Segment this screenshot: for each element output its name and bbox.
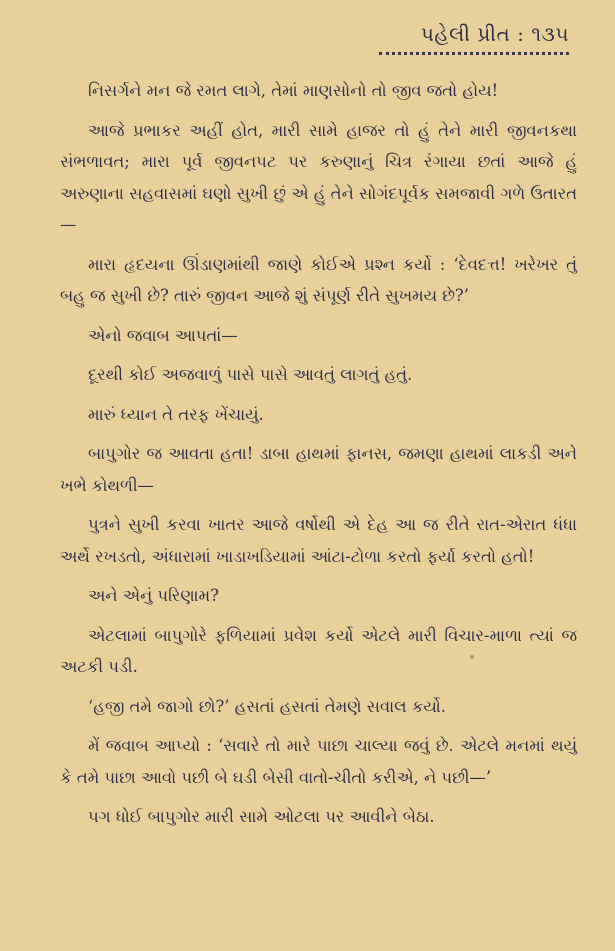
paragraph: ‘હજી તમે જાગો છો?’ હસતાં હસતાં તેમણે સવાલ કર્યો.: [88, 696, 446, 716]
paragraph: આજે પ્રભાકર અહીં હોત, મારી સામે હાજર તો હું તેને મારી જીવનકથા સંભળાવત; મારા પૂર્વ જીવનપટ પર કરુણાનું ચિત્ર રંગાયા છતાં આજે હું અરુણાના સહવાસમાં ઘણો સુખી છું એ હું તેને સોગંદપૂર્વક સમજાવી ગળે ઉતારત—: [60, 120, 577, 234]
paragraph: પગ ધોઈ બાપુગોર મારી સામે ઓટલા પર આવીને બેઠા.: [88, 807, 435, 826]
paper-spot: [470, 655, 474, 659]
paragraph: મારા હૃદયના ઊંડાણમાંથી જાણે કોઈએ પ્રશ્ન કર્યો : ‘દેવદત્ત! ખરેખર તું બહુ જ સુખી છે? તારું જીવન આજે શું સંપૂર્ણ રીતે સુખમય છે?’: [60, 254, 577, 305]
paragraph: અને એનું પરિણામ?: [88, 586, 219, 605]
paragraph: દૂરથી કોઈ અજવાળું પાસે પાસે આવતું લાગતું હતું.: [88, 365, 413, 384]
running-head: પહેલી પ્રીત : ૧૩૫: [420, 22, 569, 46]
paragraph: એનો જવાબ આપતાં—: [88, 325, 238, 345]
header-dotted-rule: [379, 46, 569, 55]
paragraph: એટલામાં બાપુગોરે ફળિયામાં પ્રવેશ કર્યો એટલે મારી વિચાર-માળા ત્યાં જ અટકી પડી.: [60, 625, 577, 676]
paragraph: મારું ધ્યાન તે તરફ ખેંચાયું.: [88, 404, 264, 424]
paragraph: મેં જવાબ આપ્યો : ‘સવારે તો મારે પાછા ચાલ્યા જવું છે. એટલે મનમાં થયું કે તમે પાછા આવો પછી બે ઘડી બેસી વાતો-ચીતો કરીએ, ને પછી—’: [60, 736, 577, 787]
paragraph: પુત્રને સુખી કરવા ખાતર આજે વર્ષોથી એ દેહ આ જ રીતે રાત-એરાત ધંધા અર્થે રખડતો, અંધારામાં ખાડાખડિયામાં આંટા-ટોળા કરતો ફર્યા કરતો હતો!: [60, 515, 577, 566]
paragraph: બાપુગોર જ આવતા હતા! ડાબા હાથમાં ફાનસ, જમણા હાથમાં લાકડી અને ખભે કોથળી—: [60, 444, 577, 495]
paragraph: નિસર્ગને મન જે રમત લાગે, તેમાં માણસોનો તો જીવ જતો હોય!: [88, 81, 499, 100]
body-text: [60, 75, 577, 833]
